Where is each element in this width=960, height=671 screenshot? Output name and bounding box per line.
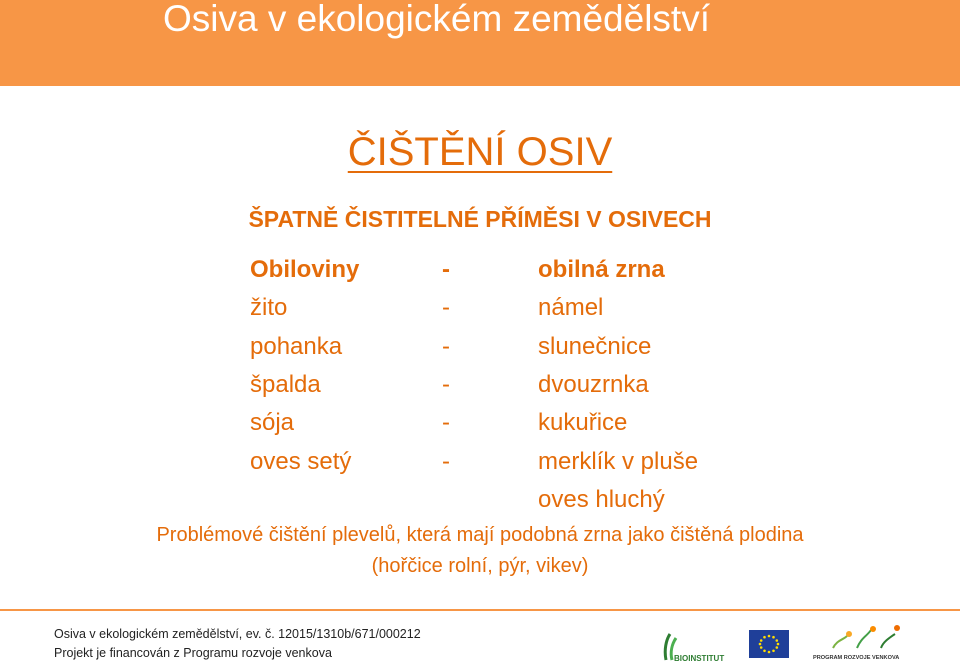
impurity-name: oves hluchý <box>538 486 665 513</box>
note-line-1: Problémové čištění plevelů, která mají podobná zrna jako čištěná plodina <box>156 524 804 546</box>
crop-name: sója <box>250 409 295 436</box>
impurity-name: dvouzrnka <box>538 371 649 398</box>
crop-row <box>0 333 960 367</box>
row-dash: - <box>442 294 450 321</box>
crop-row <box>0 371 960 405</box>
bioinstitut-logo <box>660 630 726 664</box>
program-rozvoje-venkova-logo-text: PROGRAM ROZVOJE VENKOVA <box>813 655 900 661</box>
impurity-name: obilná zrna <box>538 256 665 283</box>
crop-name: špalda <box>250 371 321 398</box>
row-dash: - <box>442 448 450 475</box>
row-dash: - <box>442 409 450 436</box>
impurity-name: slunečnice <box>538 333 652 360</box>
row-dash: - <box>442 333 450 360</box>
impurity-name: merklík v pluše <box>538 448 699 475</box>
crop-row <box>0 486 960 520</box>
slide-title <box>0 130 960 175</box>
eu-flag-logo <box>749 630 789 658</box>
note-line-2: (hořčice rolní, pýr, vikev) <box>371 555 589 577</box>
footer-divider <box>0 609 960 611</box>
slide-subtitle: ŠPATNĚ ČISTITELNÉ PŘÍMĚSI V OSIVECH <box>248 206 712 232</box>
crop-name: Obiloviny <box>250 256 360 283</box>
crop-row <box>0 409 960 443</box>
crop-row <box>0 448 960 482</box>
header-bar <box>0 0 960 86</box>
bioinstitut-logo-text: BIOINSTITUT <box>674 654 725 663</box>
program-rozvoje-venkova-logo <box>813 622 908 664</box>
impurity-name: kukuřice <box>538 409 628 436</box>
row-dash: - <box>442 256 450 283</box>
row-dash: - <box>442 371 450 398</box>
crop-name: pohanka <box>250 333 343 360</box>
footer-project-line: Osiva v ekologickém zemědělství, ev. č. 12015/1310b/671/000212 <box>54 627 421 641</box>
crop-row <box>0 256 960 290</box>
eu-stars-icon <box>749 630 789 658</box>
crop-name: oves setý <box>250 448 352 475</box>
crop-row <box>0 294 960 328</box>
crop-name: žito <box>250 294 288 321</box>
impurity-name: námel <box>538 294 604 321</box>
slide-title-text: ČIŠTĚNÍ OSIV <box>347 130 613 174</box>
footer-funding-line: Projekt je financován z Programu rozvoje venkova <box>54 646 332 660</box>
header-title: Osiva v ekologickém zemědělství <box>163 0 710 39</box>
